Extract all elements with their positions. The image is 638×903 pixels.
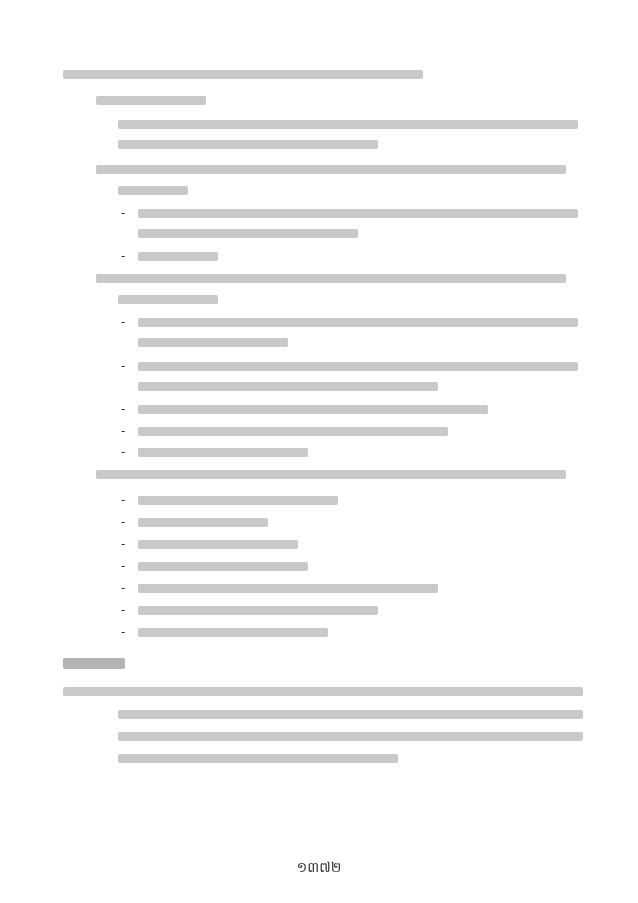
item-ngo-bullet <box>138 606 378 615</box>
item-ko-heading-cont <box>118 295 218 304</box>
item-ko-bullet-cont <box>138 338 288 347</box>
bullet-dash: - <box>121 537 126 551</box>
bullet-dash: - <box>121 603 126 617</box>
item-kha-bullet-cont <box>138 229 358 238</box>
clause-7-1-line <box>118 732 583 741</box>
bullet-dash: - <box>121 445 126 459</box>
item-ngo-bullet <box>138 628 328 637</box>
item-kha-bullet <box>138 209 578 218</box>
bullet-dash: - <box>121 581 126 595</box>
item-ko-bullet <box>138 405 488 414</box>
item-ko-bullet <box>138 427 448 436</box>
section-6-2-heading <box>63 70 423 79</box>
item-ko-bullet <box>138 448 308 457</box>
bullet-dash: - <box>121 625 126 639</box>
bullet-dash: - <box>121 206 126 220</box>
item-kha-bullet <box>138 252 218 261</box>
item-ko-bullet <box>138 318 578 327</box>
item-ka-body-line <box>118 140 378 149</box>
item-ngo-bullet <box>138 496 338 505</box>
bullet-dash: - <box>121 402 126 416</box>
bullet-dash: - <box>121 359 126 373</box>
article-7-heading <box>63 658 125 669</box>
clause-7-1-line <box>63 687 583 696</box>
item-ko-bullet-cont <box>138 382 438 391</box>
item-ngo-bullet <box>138 562 308 571</box>
bullet-dash: - <box>121 424 126 438</box>
item-ngo-bullet <box>138 540 298 549</box>
bullet-dash: - <box>121 249 126 263</box>
item-ngo-heading <box>96 470 566 479</box>
item-kha-heading <box>96 165 566 174</box>
bullet-dash: - <box>121 315 126 329</box>
clause-7-1-line <box>118 710 583 719</box>
item-ka-body-line <box>118 120 578 129</box>
item-ka-heading <box>96 96 206 105</box>
item-ngo-bullet <box>138 518 268 527</box>
item-kha-body-line <box>118 186 188 195</box>
clause-7-1-line-cont <box>118 754 398 763</box>
bullet-dash: - <box>121 559 126 573</box>
item-ngo-bullet <box>138 584 438 593</box>
bullet-dash: - <box>121 515 126 529</box>
item-ko-heading <box>96 274 566 283</box>
bullet-dash: - <box>121 493 126 507</box>
page-number: ១៣៧២ <box>296 860 342 876</box>
item-ko-bullet <box>138 362 578 371</box>
